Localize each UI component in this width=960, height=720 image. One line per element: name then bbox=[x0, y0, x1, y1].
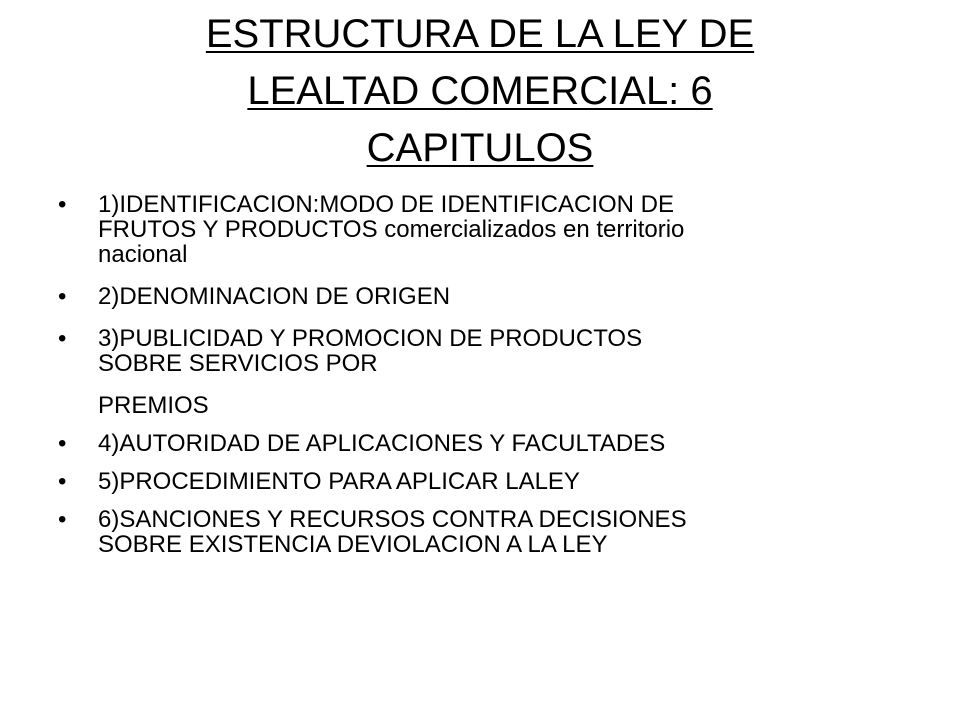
bullet-icon: • bbox=[58, 325, 67, 352]
item-line: PREMIOS bbox=[98, 392, 209, 419]
list-item-4 bbox=[58, 431, 918, 456]
list-item-3 bbox=[58, 326, 918, 376]
title-line: CAPITULOS bbox=[366, 126, 594, 170]
item-line: 2)DENOMINACION DE ORIGEN bbox=[98, 283, 451, 310]
bullet-icon: • bbox=[58, 430, 67, 457]
slide-title bbox=[60, 6, 900, 177]
item-line: 1)IDENTIFICACION:MODO DE IDENTIFICACION DE bbox=[98, 191, 675, 218]
list-item-2 bbox=[58, 284, 918, 309]
title-line: LEALTAD COMERCIAL: 6 bbox=[247, 69, 713, 113]
bullet-icon: • bbox=[58, 191, 67, 218]
list-item-continuation bbox=[58, 393, 918, 418]
bullet-icon: • bbox=[58, 506, 67, 533]
item-line: 4)AUTORIDAD DE APLICACIONES Y FACULTADES bbox=[98, 430, 666, 457]
item-line: 6)SANCIONES Y RECURSOS CONTRA DECISIONES bbox=[98, 506, 687, 533]
item-line: 5)PROCEDIMIENTO PARA APLICAR LALEY bbox=[98, 468, 580, 495]
bullet-icon: • bbox=[58, 468, 67, 495]
list-item-6 bbox=[58, 507, 918, 557]
item-line: 3)PUBLICIDAD Y PROMOCION DE PRODUCTOS bbox=[98, 325, 643, 352]
bullet-icon: • bbox=[58, 283, 67, 310]
item-line: FRUTOS Y PRODUCTOS comercializados en territorio bbox=[98, 216, 685, 243]
list-item-5 bbox=[58, 469, 918, 494]
list-item-1 bbox=[58, 192, 918, 267]
item-line: SOBRE SERVICIOS POR bbox=[98, 350, 378, 377]
item-line: nacional bbox=[98, 241, 188, 268]
chapter-list bbox=[58, 192, 918, 557]
item-line: SOBRE EXISTENCIA DEVIOLACION A LA LEY bbox=[98, 531, 608, 558]
title-line: ESTRUCTURA DE LA LEY DE bbox=[205, 12, 755, 56]
